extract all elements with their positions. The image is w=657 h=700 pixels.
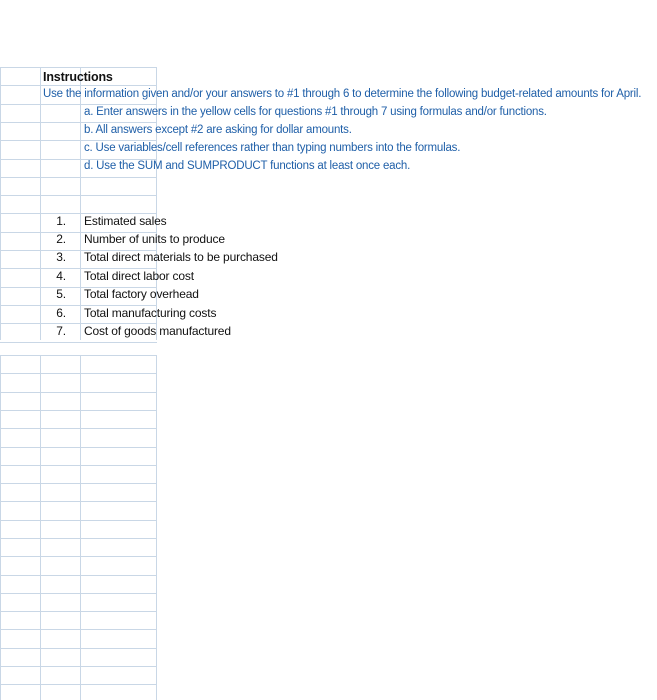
gridline-horizontal [0, 177, 157, 178]
gridline-horizontal [0, 392, 157, 393]
gridline-horizontal [0, 684, 157, 685]
gridline-horizontal [0, 648, 157, 649]
question-label: Number of units to produce [84, 232, 225, 246]
gridline-horizontal [0, 520, 157, 521]
gridline-horizontal [0, 629, 157, 630]
gridline-vertical [0, 355, 1, 700]
gridline-horizontal [0, 195, 157, 196]
question-label: Estimated sales [84, 214, 167, 228]
question-number: 1. [56, 214, 66, 228]
gridline-vertical [40, 355, 41, 700]
question-number: 4. [56, 269, 66, 283]
question-number: 2. [56, 232, 66, 246]
note-b: b. All answers except #2 are asking for dollar amounts. [84, 124, 352, 136]
note-c: c. Use variables/cell references rather than typing numbers into the formulas. [84, 142, 461, 154]
gridline-horizontal [0, 67, 157, 68]
instructions-title: Instructions [43, 70, 113, 84]
question-number: 5. [56, 287, 66, 301]
note-d: d. Use the SUM and SUMPRODUCT functions at least once each. [84, 160, 411, 172]
gridline-horizontal [0, 122, 157, 123]
gridline-horizontal [0, 428, 157, 429]
gridline-horizontal [0, 556, 157, 557]
gridline-vertical [156, 355, 157, 700]
question-label: Total direct materials to be purchased [84, 250, 278, 264]
gridline-horizontal [0, 593, 157, 594]
gridline-horizontal [0, 611, 157, 612]
question-label: Total factory overhead [84, 287, 199, 301]
question-number: 6. [56, 306, 66, 320]
gridline-horizontal [0, 483, 157, 484]
gridline-horizontal [0, 85, 157, 86]
gridline-horizontal [0, 666, 157, 667]
question-number: 7. [56, 324, 66, 338]
gridline-horizontal [0, 342, 157, 343]
gridline-horizontal [0, 140, 157, 141]
gridline-horizontal [0, 465, 157, 466]
gridline-horizontal [0, 355, 157, 356]
gridline-vertical [80, 355, 81, 700]
gridline-horizontal [0, 410, 157, 411]
gridline-horizontal [0, 104, 157, 105]
gridline-horizontal [0, 373, 157, 374]
gridline-vertical [0, 67, 1, 340]
question-label: Total direct labor cost [84, 269, 194, 283]
question-label: Total manufacturing costs [84, 306, 217, 320]
gridline-horizontal [0, 501, 157, 502]
gridline-horizontal [0, 575, 157, 576]
gridline-horizontal [0, 538, 157, 539]
question-label: Cost of goods manufactured [84, 324, 231, 338]
gridline-vertical [80, 67, 81, 340]
gridline-horizontal [0, 447, 157, 448]
note-a: a. Enter answers in the yellow cells for questions #1 through 7 using formulas and/or functions. [84, 106, 547, 118]
instructions-intro: Use the information given and/or your answers to #1 through 6 to determine the following budget-related amounts for April. [43, 88, 642, 100]
question-number: 3. [56, 250, 66, 264]
